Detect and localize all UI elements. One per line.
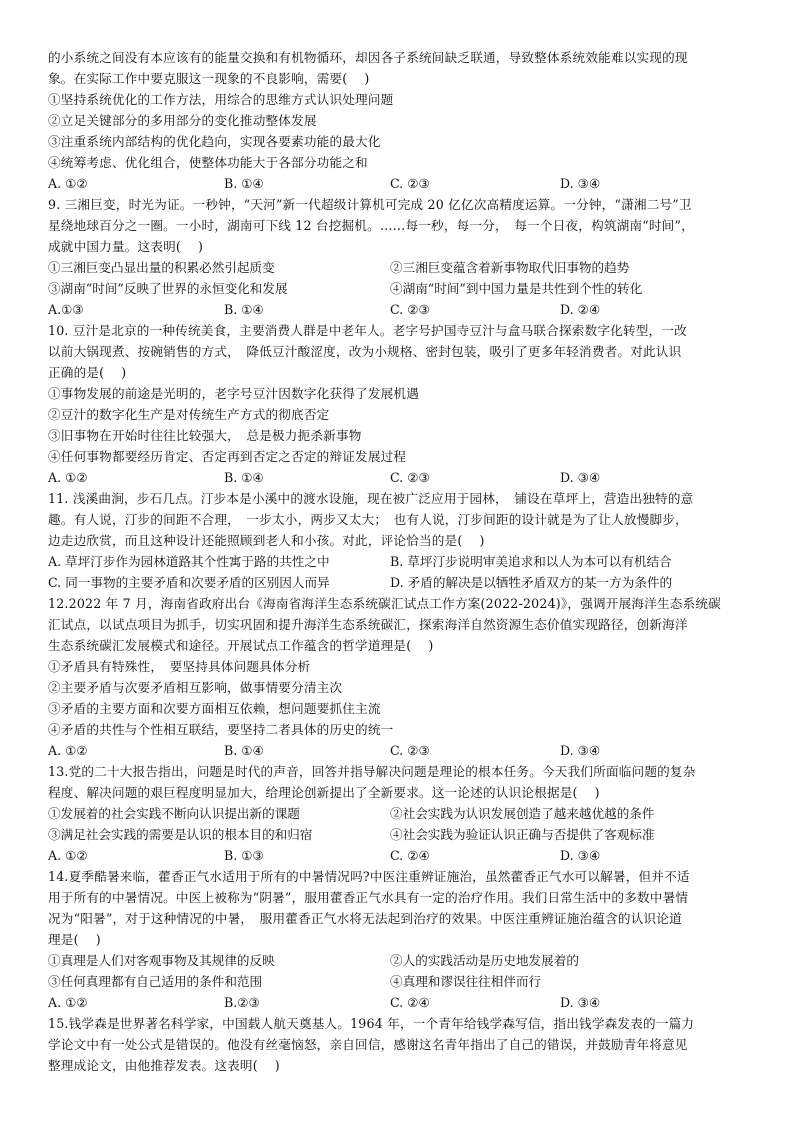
q12-option-d[interactable]: D. ③④	[560, 743, 601, 758]
q9-item: ③湖南“时间”反映了世界的永恒变化和发展	[48, 281, 288, 296]
q13-option-b[interactable]: B. ①③	[224, 848, 264, 863]
q14-stem-line: 14.夏季酷暑来临，藿香正气水适用于所有的中暑情况吗?中医注重辨证施治，虽然藿香正气水可以解暑，但并不适	[48, 869, 690, 884]
q9-item: ④湖南“时间”到中国力量是共性到个性的转化	[390, 281, 643, 296]
q12-option-a[interactable]: A. ①②	[48, 743, 88, 758]
q9-stem-line: 成就中国力量。这表明( )	[48, 239, 204, 254]
q15-stem-line: 学论文中有一处公式是错误的。他没有丝毫恼怒，亲自回信，感谢这名青年指出了自己的错误，并鼓励青年将意见	[48, 1037, 688, 1052]
option-b[interactable]: B. ①④	[224, 176, 264, 191]
q10-option-c[interactable]: C. ②③	[390, 470, 430, 485]
q12-option-c[interactable]: C. ②③	[390, 743, 430, 758]
q12-stem-line: 生态系统碳汇发展模式和途径。开展试点工作蕴含的哲学道理是( )	[48, 638, 434, 653]
q12-item: ②主要矛盾与次要矛盾相互影响，做事情要分清主次	[48, 680, 343, 695]
q15-stem-line: 整理成论文，由他推荐发表。这表明( )	[48, 1058, 280, 1073]
q14-option-a[interactable]: A. ①②	[48, 995, 88, 1010]
q14-option-c[interactable]: C. ②④	[390, 995, 430, 1010]
q9-item: ①三湘巨变凸显出量的积累必然引起质变	[48, 260, 275, 275]
option-c[interactable]: C. ②③	[390, 176, 430, 191]
q11-option-b[interactable]: B. 草坪汀步说明审美追求和以人为本可以有机结合	[390, 554, 672, 569]
q10-option-b[interactable]: B. ①④	[224, 470, 264, 485]
intro-item: ④统筹考虑、优化组合，使整体功能大于各部分功能之和	[48, 155, 368, 170]
q10-stem-line: 以前大锅现煮、按碗销售的方式， 降低豆汁酸涩度，改为小规格、密封包装，吸引了更多年轻消费者。对此认识	[48, 344, 682, 359]
q13-stem-line: 程度、解决问题的艰巨程度明显加大，给理论创新提出了全新要求。这一论述的认识论根据是( )	[48, 785, 600, 800]
q14-item: ①真理是人们对客观事物及其规律的反映	[48, 953, 275, 968]
q9-option-c[interactable]: C. ②③	[390, 302, 430, 317]
q9-stem-line: 星绕地球百分之一圈。一小时，湖南可下线 12 台挖掘机。……每一秒，每一分， 每一个日夜，构筑湖南“时间”，	[48, 218, 694, 233]
q11-option-d[interactable]: D. 矛盾的解决是以牺牲矛盾双方的某一方为条件的	[390, 575, 673, 590]
q13-item: ①发展着的社会实践不断向认识提出新的课题	[48, 806, 300, 821]
q13-stem-line: 13.党的二十大报告指出，问题是时代的声音，回答并指导解决问题是理论的根本任务。今天我们所面临问题的复杂	[48, 764, 696, 779]
q13-item: ②社会实践为认识发展创造了越来越优越的条件	[390, 806, 655, 821]
q9-option-a[interactable]: A.①③	[48, 302, 84, 317]
q10-stem-line: 正确的是( )	[48, 365, 127, 380]
q10-item: ①事物发展的前途是光明的，老字号豆汁因数字化获得了发展机遇	[48, 386, 420, 401]
q11-option-a[interactable]: A. 草坪汀步作为园林道路其个性寓于路的共性之中	[48, 554, 330, 569]
q10-stem-line: 10. 豆汁是北京的一种传统美食，主要消费人群是中老年人。老字号护国寺豆汁与盒马联合探索数字化转型，一改	[48, 323, 687, 338]
q11-option-c[interactable]: C. 同一事物的主要矛盾和次要矛盾的区别因人而异	[48, 575, 330, 590]
q11-stem-line: 趣。有人说，汀步的间距不合理， 一步太小，两步又太大； 也有人说，汀步间距的设计就是为了让人放慢脚步，	[48, 512, 688, 527]
q9-stem-line: 9. 三湘巨变，时光为证。一秒钟，“天河”新一代超级计算机可完成 20 亿亿次高精度运算。一分钟，“潇湘二号”卫	[48, 197, 692, 212]
q13-item: ③满足社会实践的需要是认识的根本目的和归宿	[48, 827, 313, 842]
q13-option-a[interactable]: A. ①②	[48, 848, 88, 863]
q14-item: ②人的实践活动是历史地发展着的	[390, 953, 579, 968]
q14-option-b[interactable]: B.②③	[224, 995, 260, 1010]
q12-stem-line: 12.2022 年 7 月，海南省政府出台《海南省海洋生态系统碳汇试点工作方案(2022-2024)》，强调开展海洋生态系统碳	[48, 596, 721, 611]
intro-item: ①坚持系统优化的工作方法，用综合的思维方式认识处理问题	[48, 92, 394, 107]
q12-option-b[interactable]: B. ①④	[224, 743, 264, 758]
q10-item: ③旧事物在开始时往往比较强大， 总是极力扼杀新事物	[48, 428, 362, 443]
q10-item: ②豆汁的数字化生产是对传统生产方式的彻底否定	[48, 407, 330, 422]
q9-option-b[interactable]: B. ①④	[224, 302, 264, 317]
q9-item: ②三湘巨变蕴含着新事物取代旧事物的趋势	[390, 260, 630, 275]
q13-option-c[interactable]: C. ②④	[390, 848, 430, 863]
intro-stem-line: 象。在实际工作中要克服这一现象的不良影响，需要( )	[48, 71, 370, 86]
q10-option-d[interactable]: D. ③④	[560, 470, 601, 485]
q14-stem-line: 用于所有的中暑情况。中医上被称为“阴暑”，服用藿香正气水具有一定的治疗作用。我们日常生活中的多数中暑情	[48, 890, 689, 905]
q9-option-d[interactable]: D. ②④	[560, 302, 601, 317]
q10-item: ④任何事物都要经历肯定、否定再到否定之否定的辩证发展过程	[48, 449, 407, 464]
q12-item: ①矛盾具有特殊性， 要坚持具体问题具体分析	[48, 659, 311, 674]
q13-option-d[interactable]: D. ③④	[560, 848, 601, 863]
q14-stem-line: 理是( )	[48, 932, 101, 947]
q12-item: ④矛盾的共性与个性相互联结，要坚持二者具体的历史的统一	[48, 722, 394, 737]
q12-stem-line: 汇试点，以试点项目为抓手，切实巩固和提升海洋生态系统碳汇，探索海洋自然资源生态价值实现路径，创新海洋	[48, 617, 688, 632]
q14-item: ③任何真理都有自己适用的条件和范围	[48, 974, 263, 989]
q12-item: ③矛盾的主要方面和次要方面相互依赖，想问题要抓住主流	[48, 701, 381, 716]
q14-item: ④真理和谬误往往相伴而行	[390, 974, 542, 989]
intro-stem-line: 的小系统之间没有本应该有的能量交换和有机物循环，却因各子系统间缺乏联通，导致整体系统效能难以实现的现	[48, 50, 688, 65]
q10-option-a[interactable]: A. ①②	[48, 470, 88, 485]
option-a[interactable]: A. ①②	[48, 176, 88, 191]
q11-stem-line: 边走边欣赏，而且这种设计还能照顾到老人和小孩。对此，评论恰当的是( )	[48, 533, 485, 548]
intro-item: ②立足关键部分的多用部分的变化推动整体发展	[48, 113, 317, 128]
q14-stem-line: 况为“阳暑”，对于这种情况的中暑， 服用藿香正气水将无法起到治疗的效果。中医注重辨证施治蕴含的认识论道	[48, 911, 682, 926]
q15-stem-line: 15.钱学森是世界著名科学家，中国载人航天奠基人。1964 年，一个青年给钱学森写信，指出钱学森发表的一篇力	[48, 1016, 695, 1031]
q14-option-d[interactable]: D. ③④	[560, 995, 601, 1010]
intro-item: ③注重系统内部结构的优化趋向，实现各要素功能的最大化	[48, 134, 381, 149]
q11-stem-line: 11. 浅溪曲涧，步石几点。汀步本是小溪中的渡水设施，现在被广泛应用于园林， 铺设在草坪上，营造出独特的意	[48, 491, 694, 506]
option-d[interactable]: D. ③④	[560, 176, 601, 191]
q13-item: ④社会实践为验证认识正确与否提供了客观标准	[390, 827, 655, 842]
